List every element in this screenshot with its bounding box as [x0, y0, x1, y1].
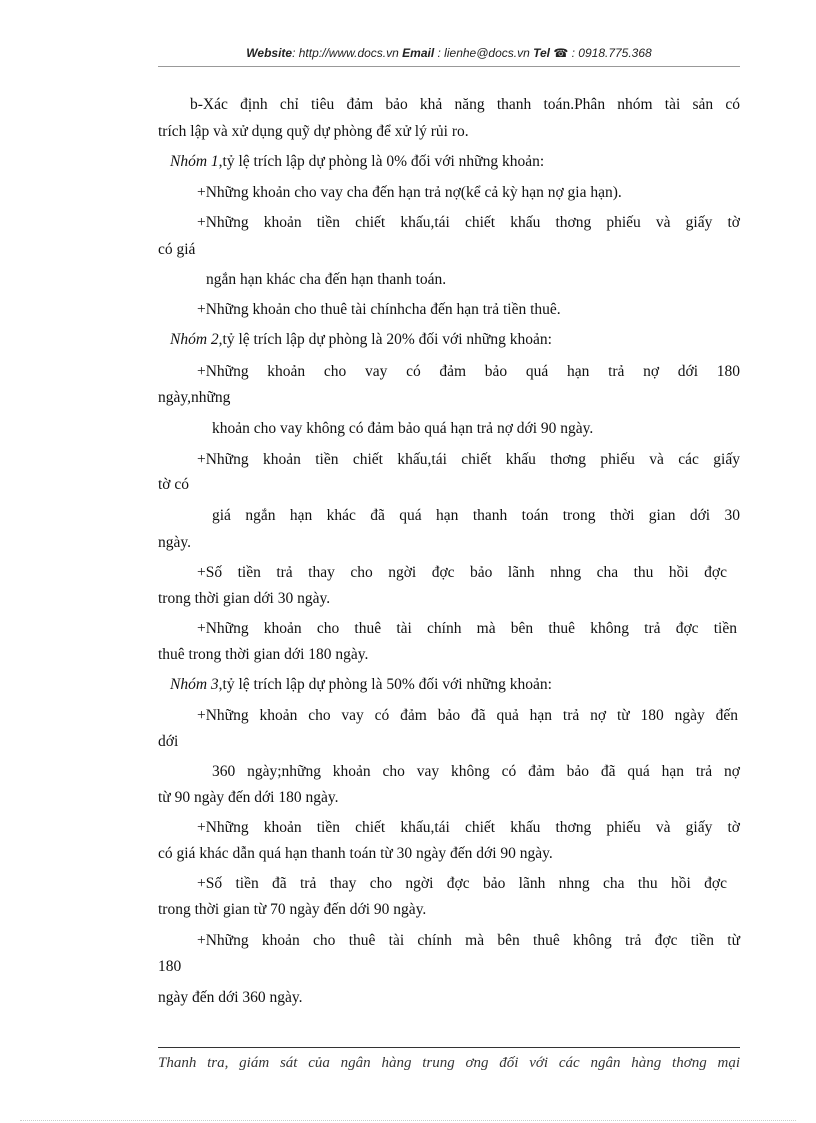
group-1-heading [170, 152, 544, 172]
body-line: ngắn hạn khác cha đến hạn thanh toán. [206, 271, 447, 288]
website-label: Website [246, 46, 293, 60]
body-line: thuê trong thời gian dới 180 ngày. [158, 646, 369, 663]
body-line: từ 90 ngày đến dới 180 ngày. [158, 789, 339, 806]
group-1-text: ,tỷ lệ trích lập dự phòng là 0% đối với những khoản: [218, 153, 545, 170]
body-line: ngày,những [158, 389, 231, 406]
body-line: tờ có [158, 476, 190, 493]
body-line: 180 [158, 958, 182, 975]
page-header [158, 46, 740, 66]
footer-divider [158, 1047, 740, 1048]
body-line: +Những khoản cho thuê tài chính mà bên thuê không trả đợc tiền [197, 620, 737, 637]
body-line: trong thời gian dới 30 ngày. [158, 590, 331, 607]
body-line: +Số tiền đã trả thay cho ngời đợc bảo lãnh nhng cha thu hồi đợc [197, 875, 727, 892]
body-line: +Những khoản tiền chiết khấu,tái chiết khấu thơng phiếu và các giấy [197, 451, 740, 468]
page-footer: Thanh tra, giám sát của ngân hàng trung ơng đối với các ngân hàng thơng mại [158, 1055, 740, 1071]
body-line: +Những khoản cho vay có đảm bảo quá hạn trả nợ dới 180 [197, 363, 740, 380]
body-line: trích lập và xử dụng quỹ dự phòng để xử lý rủi ro. [158, 123, 469, 140]
group-3-text: ,tỷ lệ trích lập dự phòng là 50% đối với những khoản: [218, 676, 552, 693]
body-line: có giá [158, 241, 196, 258]
page-bottom-border [20, 1120, 796, 1121]
body-line: b-Xác định chỉ tiêu đảm bảo khả năng thanh toán.Phân nhóm tài sản có [190, 96, 740, 113]
group-2-text: ,tỷ lệ trích lập dự phòng là 20% đối với những khoản: [218, 331, 552, 348]
group-3-heading [170, 675, 552, 695]
body-line: trong thời gian từ 70 ngày đến dới 90 ngày. [158, 901, 427, 918]
body-line: có giá khác dẫn quá hạn thanh toán từ 30 ngày đến dới 90 ngày. [158, 845, 553, 862]
body-line: ngày đến dới 360 ngày. [158, 989, 303, 1006]
group-3-label: Nhóm 3 [170, 676, 219, 693]
email-value[interactable]: : lienhe@docs.vn [437, 46, 530, 60]
tel-value: ☎ : 0918.775.368 [553, 46, 652, 60]
body-line: giá ngắn hạn khác đã quá hạn thanh toán trong thời gian dới 30 [212, 507, 740, 524]
body-line: +Những khoản cho thuê tài chính mà bên thuê không trả đợc tiền từ [197, 932, 740, 949]
website-value[interactable]: : http://www.docs.vn [292, 46, 399, 60]
group-2-heading [170, 330, 552, 350]
body-line: +Những khoản cho vay cha đến hạn trả nợ(kể cả kỳ hạn nợ gia hạn). [197, 184, 622, 201]
body-line: khoản cho vay không có đảm bảo quá hạn trả nợ dới 90 ngày. [212, 420, 594, 437]
email-label: Email [402, 46, 435, 60]
body-line: dới [158, 733, 179, 750]
body-line: +Số tiền trả thay cho ngời đợc bảo lãnh nhng cha thu hồi đợc [197, 564, 727, 581]
body-line: ngày. [158, 534, 191, 551]
group-1-label: Nhóm 1 [170, 153, 219, 170]
body-line: +Những khoản cho vay có đảm bảo đã quả hạn trả nợ từ 180 ngày đến [197, 707, 738, 724]
body-line: +Những khoản tiền chiết khấu,tái chiết khấu thơng phiếu và giấy tờ [197, 214, 740, 231]
body-line: +Những khoản tiền chiết khấu,tái chiết khấu thơng phiếu và giấy tờ [197, 819, 740, 836]
group-2-label: Nhóm 2 [170, 331, 219, 348]
tel-label: Tel [533, 46, 550, 60]
body-line: +Những khoản cho thuê tài chínhcha đến hạn trả tiền thuê. [197, 301, 561, 318]
body-line: 360 ngày;những khoản cho vay không có đảm bảo đã quá hạn trả nợ [212, 763, 740, 780]
header-divider [158, 66, 740, 67]
